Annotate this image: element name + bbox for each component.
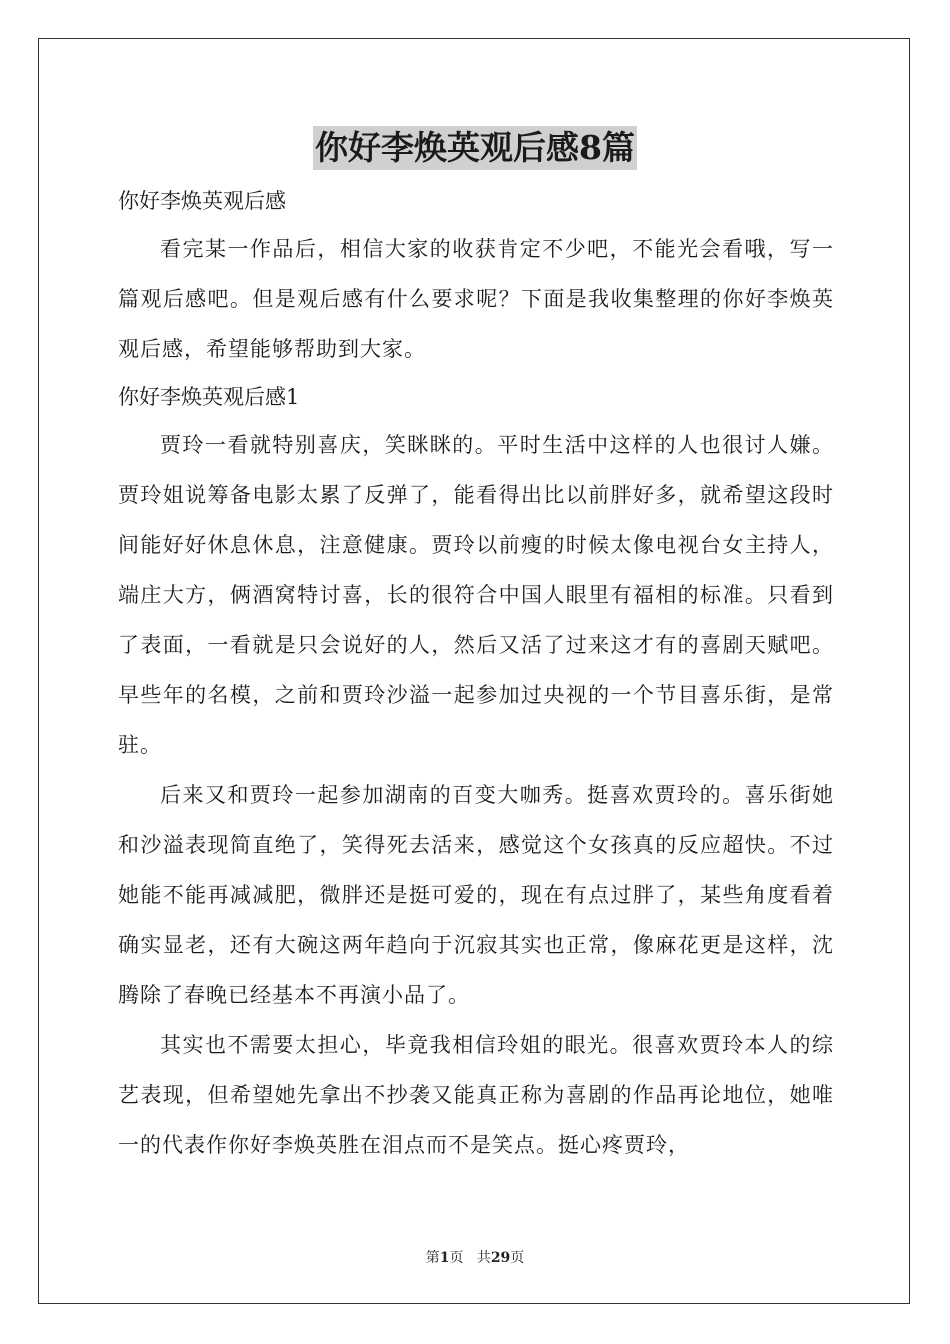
body-paragraph-2: 后来又和贾玲一起参加湖南的百变大咖秀。挺喜欢贾玲的。喜乐街她和沙溢表现简直绝了，笑得死去活来，感觉这个女孩真的反应超快。不过她能不能再减减肥，微胖还是挺可爱的，现在有点过胖了，某些角度看着确实显老，还有大碗这两年趋向于沉寂其实也正常，像麻花更是这样，沈腾除了春晚已经基本不再演小品了。 [118, 783, 834, 1007]
intro-paragraph: 看完某一作品后，相信大家的收获肯定不少吧，不能光会看哦，写一篇观后感吧。但是观后感有什么要求呢？下面是我收集整理的你好李焕英观后感，希望能够帮助到大家。 [118, 237, 834, 361]
section-heading-1: 你好李焕英观后感1 [118, 385, 300, 409]
body-paragraph-3: 其实也不需要太担心，毕竟我相信玲姐的眼光。很喜欢贾玲本人的综艺表现，但希望她先拿出不抄袭又能真正称为喜剧的作品再论地位，她唯一的代表作你好李焕英胜在泪点而不是笑点。挺心疼贾玲， [118, 1033, 834, 1157]
intro-heading: 你好李焕英观后感 [118, 189, 286, 213]
footer-page-label: 页 [449, 1250, 464, 1266]
document-body [118, 178, 834, 1170]
footer-total-pages: 29 [490, 1250, 511, 1266]
footer-total-prefix: 共 [476, 1250, 491, 1266]
title-container [0, 126, 950, 170]
footer-page-number: 1 [439, 1250, 450, 1266]
footer-total-label: 页 [510, 1250, 525, 1266]
body-paragraph-1: 贾玲一看就特别喜庆，笑眯眯的。平时生活中这样的人也很讨人嫌。贾玲姐说筹备电影太累了反弹了，能看得出比以前胖好多，就希望这段时间能好好休息休息，注意健康。贾玲以前瘦的时候太像电视台女主持人，端庄大方，俩酒窝特讨喜，长的很符合中国人眼里有福相的标准。只看到了表面，一看就是只会说好的人，然后又活了过来这才有的喜剧天赋吧。早些年的名模，之前和贾玲沙溢一起参加过央视的一个节目喜乐街，是常驻。 [118, 433, 834, 757]
page-footer [0, 1247, 950, 1267]
footer-prefix: 第 [425, 1250, 440, 1266]
document-title: 你好李焕英观后感8篇 [313, 126, 637, 170]
